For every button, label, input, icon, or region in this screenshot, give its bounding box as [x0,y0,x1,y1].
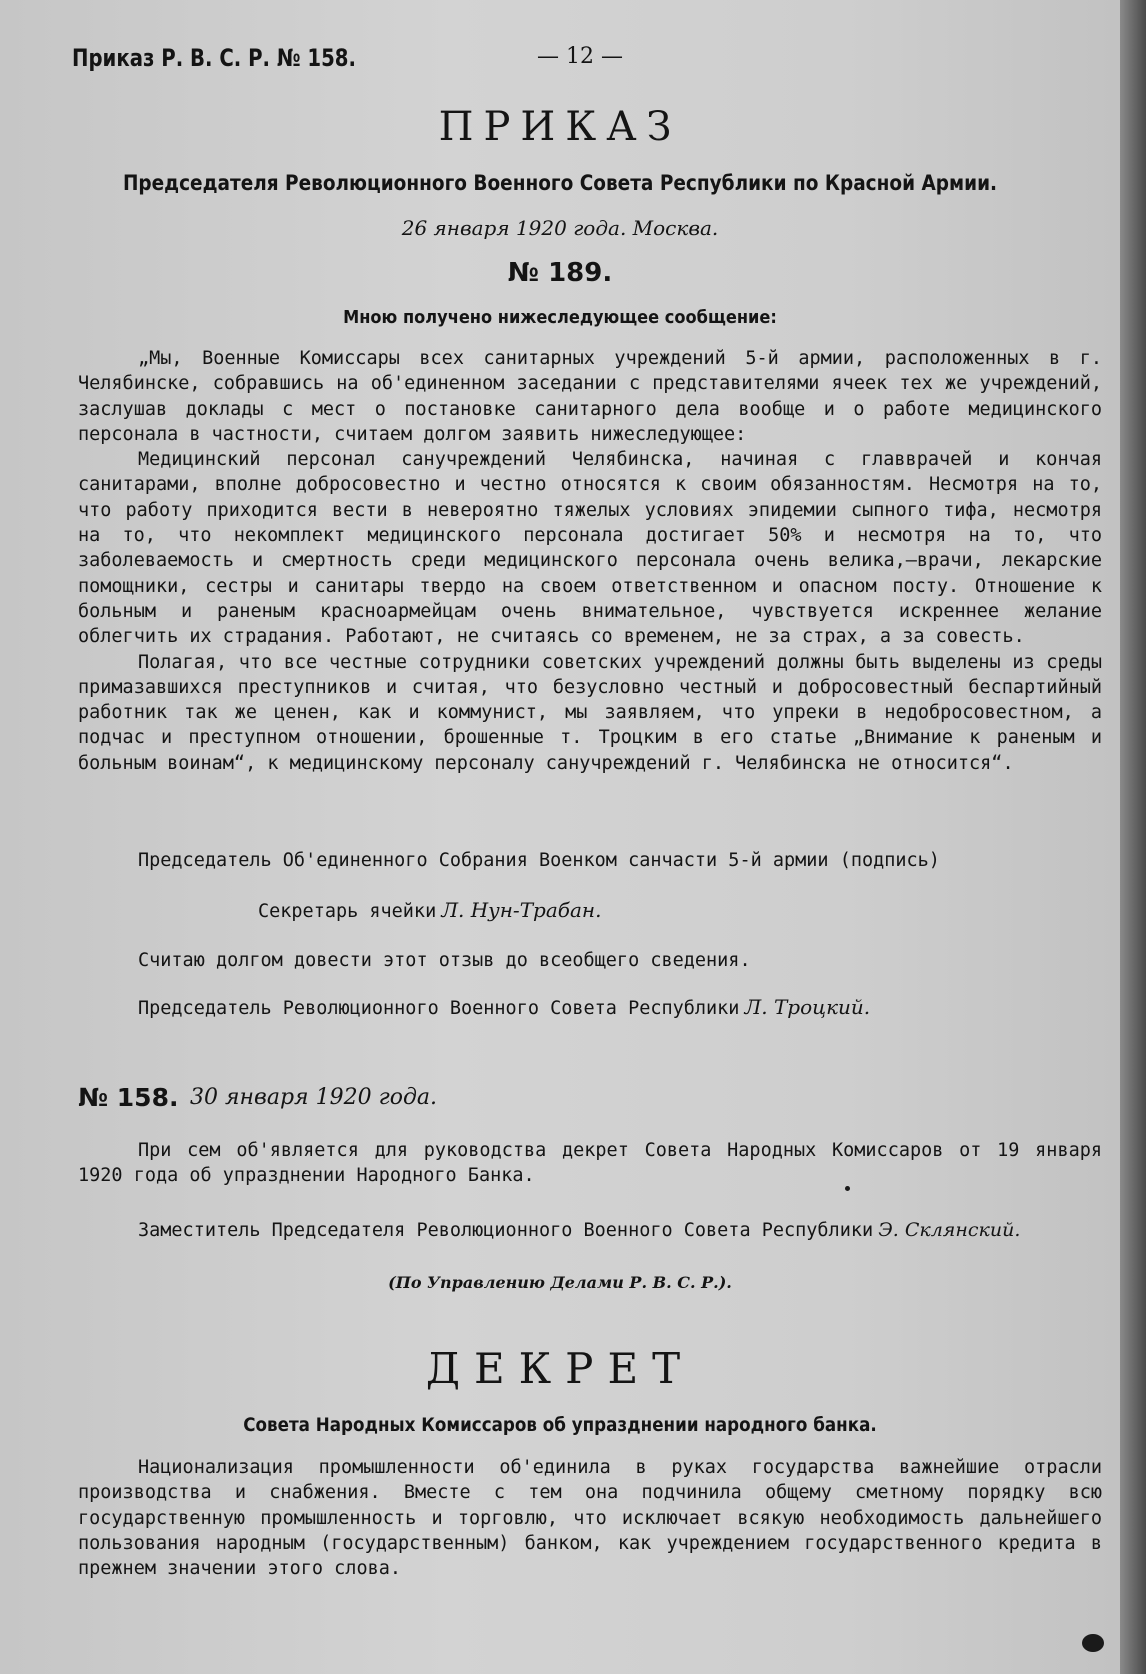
order158-number: № 158. [78,1083,179,1112]
order-paragraph: „Мы, Военные Комиссары всех санитарных учреждений 5-й армии, расположенных в г. Челябинске, собравшись на об'единенном заседании с представителями ячеек тех же учреждений, заслушав доклады с мест о постановке санитарного дела вообще и о работе медицинского персонала в частности, считаем долгом заявить нижеследующее: [78,348,1102,445]
deputy-line [138,1219,1020,1241]
decree-paragraph: Национализация промышленности об'единила в руках государства важнейшие отрасли производства и снабжения. Вместе с тем она подчинила общему сметному порядку всю государственную промышленность и торговлю, что исключает всякую необходимость дальнейшего пользования народным (государственным) банком, как учреждением государственного кредита в прежнем значении этого слова. [78,1457,1102,1580]
order158-date: 30 января 1920 года. [190,1085,438,1110]
order-paragraph: Медицинский персонал санучреждений Челябинска, начиная с главврачей и кончая санитарами, вполне добросовестно и честно относятся к своим обязанностям. Несмотря на то, что работу приходится вести в невероятно тяжелых условиях эпидемии сыпного тифа, несмотря на то, что некомплект медицинского персонала достигает 50% и несмотря на то, что заболеваемость и смертность среди медицинского персонала очень велика,—врачи, лекарские помощники, сестры и санитары твердо на своем ответственном и опасном посту. Отношение к больным и раненым красноармейцам очень внимательное, чувствуется искреннее желание облегчить их страдания. Работают, не считаясь со временем, не за страх, а за совесть. [78,449,1102,648]
decree-title: ДЕКРЕТ [425,1344,695,1393]
order-body [78,346,1102,776]
order-number: № 189. [507,258,613,288]
running-title: Приказ Р. В. С. Р. № 158. [72,44,356,72]
deputy-label: Заместитель Председателя Революционного Военного Совета Республики [138,1220,874,1241]
signature-label: Председатель Революционного Военного Совета Республики [138,998,740,1019]
source-note: (По Управлению Делами Р. В. С. Р.). [388,1273,732,1292]
decree-body [78,1455,1102,1581]
order158-body [78,1138,1102,1189]
signature-name: Л. Троцкий. [744,995,871,1019]
order158-text: При сем об'является для руководства декрет Совета Народных Комиссаров от 19 января 1920 года об упразднении Народного Банка. [78,1140,1102,1187]
chairman-line: Председатель Об'единенного Собрания Военком санчасти 5-й армии (подпись) [138,850,940,871]
secretary-line [258,898,601,922]
ink-blot [1082,1634,1104,1652]
order-dateline: 26 января 1920 года. Москва. [401,216,719,240]
signature-line [138,995,870,1019]
ink-speck [845,1186,850,1191]
publicize-line: Считаю долгом довести этот отзыв до всеобщего сведения. [138,950,751,971]
decree-subtitle: Совета Народных Комиссаров об упразднении народного банка. [243,1414,877,1436]
order-title: ПРИКАЗ [438,104,682,150]
page-number: — 12 — [537,44,623,69]
deputy-name: Э. Склянский. [878,1219,1021,1241]
page-edge-shadow [1120,0,1146,1674]
secretary-name: Л. Нун-Трабан. [441,898,602,922]
order-lead: Мною получено нижеследующее сообщение: [343,307,777,328]
secretary-label: Секретарь ячейки [258,901,437,922]
order-paragraph: Полагая, что все честные сотрудники советских учреждений должны быть выделены из среды примазавшихся преступников и считая, что безусловно честный и добросовестный беспартийный работник так же ценен, как и коммунист, мы заявляем, что упреки в недобросовестном, а подчас и преступном отношении, брошенные т. Троцким в его статье „Внимание к раненым и больным воинам“, к медицинскому персоналу санучреждений г. Челябинска не относится“. [78,651,1102,774]
order-subtitle: Председателя Революционного Военного Совета Республики по Красной Армии. [122,171,998,195]
